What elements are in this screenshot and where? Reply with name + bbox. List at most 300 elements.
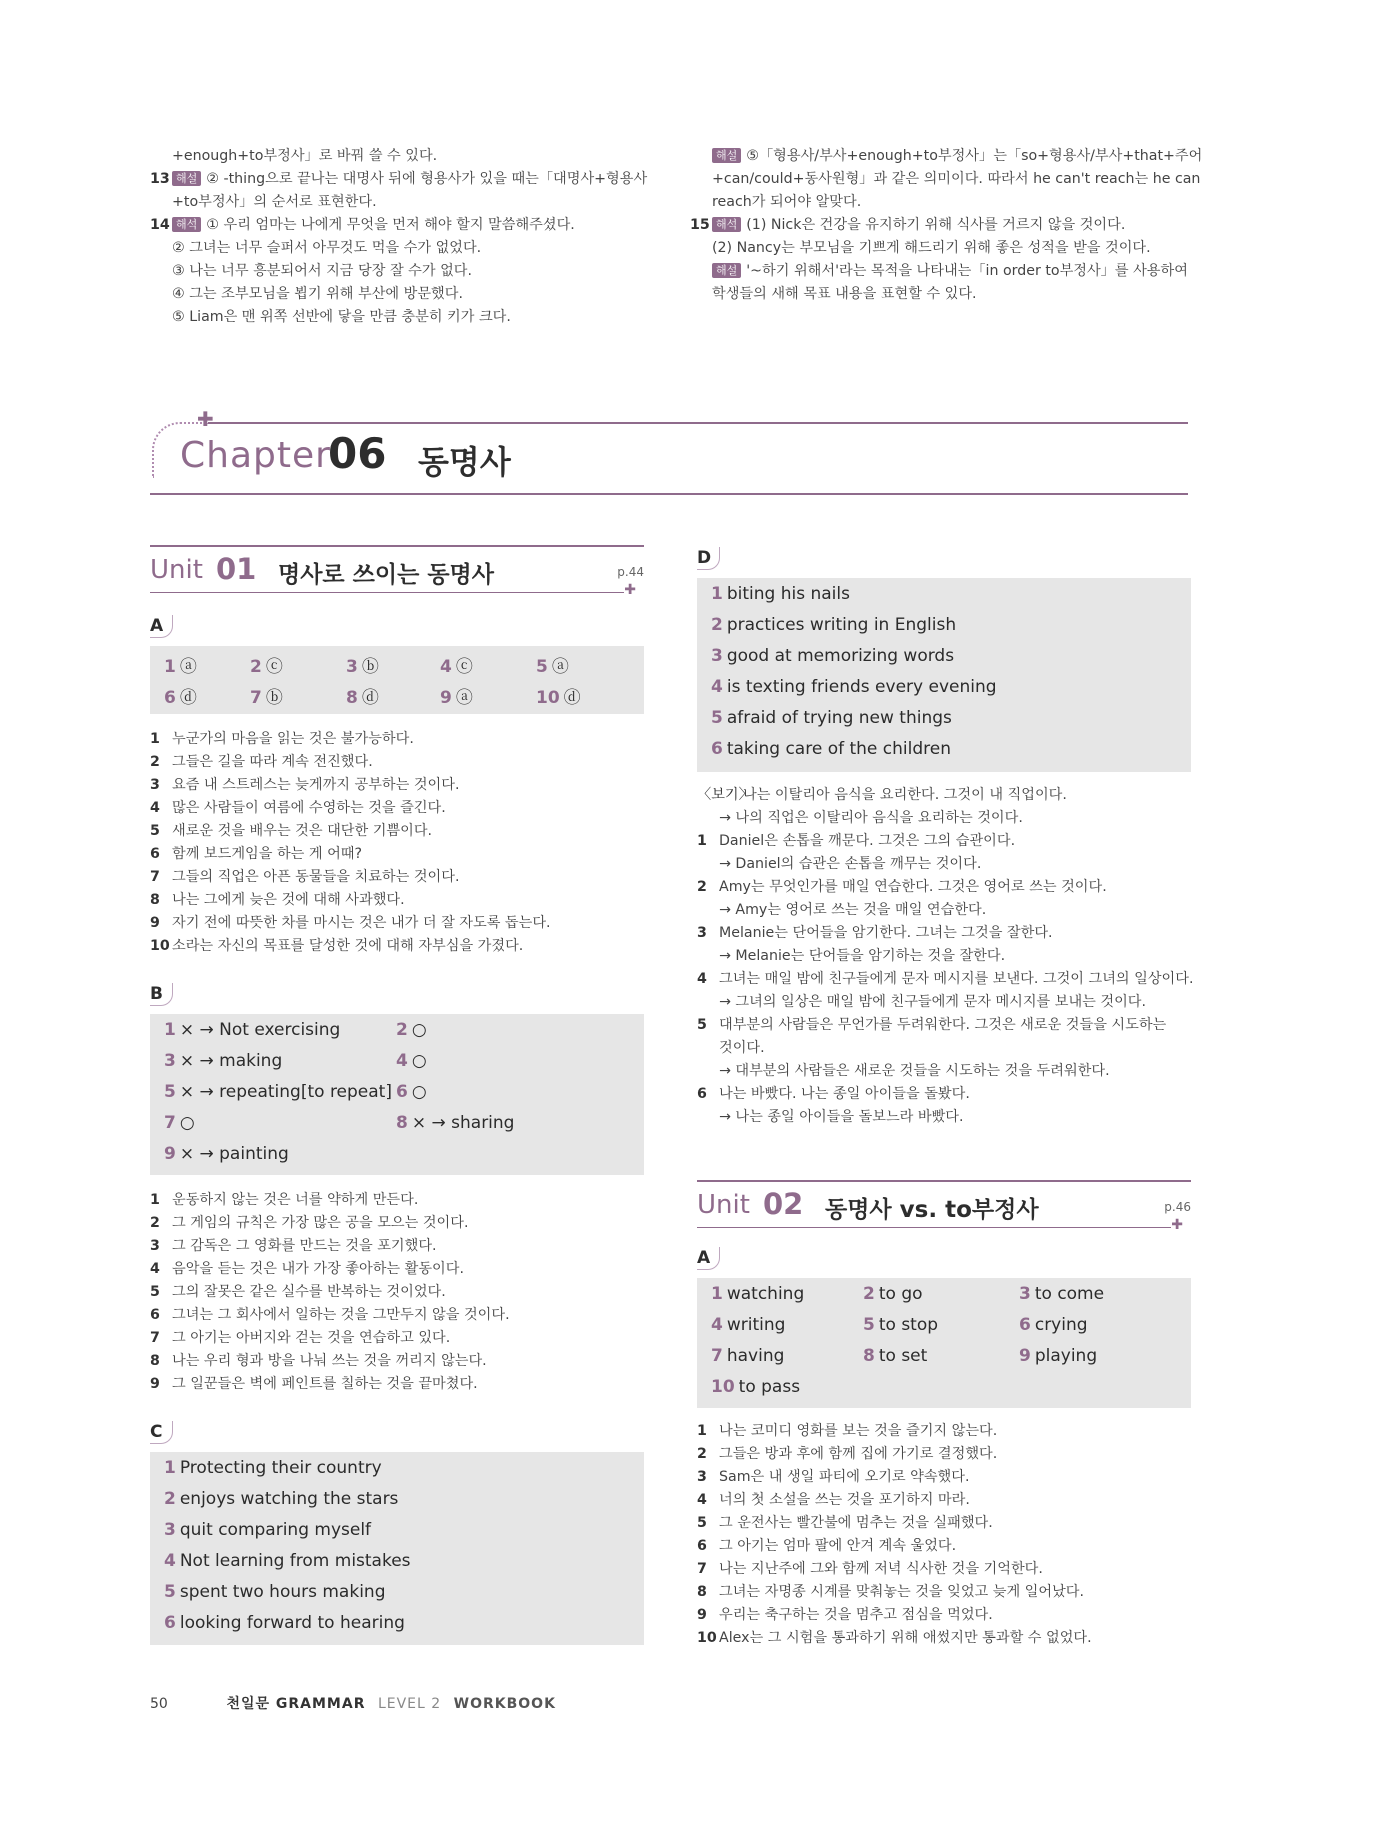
translation-line [697, 1443, 1191, 1466]
translation-line [697, 1106, 1191, 1129]
translation-line [150, 797, 644, 820]
sentence-number: 4 [150, 800, 160, 816]
translation-line [697, 922, 1191, 945]
sentence-number: 3 [150, 1238, 160, 1254]
answer-item [396, 1113, 514, 1133]
sentence-number: 6 [150, 1307, 160, 1323]
chapter-number: 06 [328, 429, 387, 478]
answer-value: ⓐ [179, 657, 197, 677]
answer-number: 3 [1019, 1284, 1031, 1304]
translation-line [150, 889, 644, 912]
translation-line [697, 830, 1191, 853]
answer-item [164, 1082, 392, 1102]
footer-level: LEVEL 2 [377, 1696, 442, 1712]
answer-number: 4 [711, 1315, 723, 1335]
explanation-line [690, 260, 1190, 283]
answer-value: spent two hours making [179, 1582, 386, 1602]
answer-value: × → sharing [411, 1113, 515, 1133]
translation-line [697, 1489, 1191, 1512]
chapter-heading [150, 407, 1188, 495]
explanation-text: ② 그녀는 너무 슬퍼서 아무것도 먹을 수가 없었다. [172, 240, 482, 256]
answer-value: is texting friends every evening [726, 677, 997, 697]
translation-line [697, 1014, 1191, 1037]
answer-number: 1 [164, 657, 176, 677]
answer-item [711, 1315, 785, 1335]
sentence-number: 6 [697, 1086, 707, 1102]
explanation-text: 학생들의 새해 목표 내용을 표현할 수 있다. [712, 286, 977, 302]
answer-item [863, 1315, 938, 1335]
translation-line [150, 866, 644, 889]
translation-line [150, 1350, 644, 1373]
answer-item [711, 739, 951, 759]
explanation-text: (2) Nancy는 부모님을 기쁘게 해드리기 위해 좋은 성적을 받을 것이다. [712, 240, 1151, 256]
translation-line [150, 935, 644, 958]
sentence-number: 3 [697, 925, 707, 941]
translation-text: 함께 보드게임을 하는 게 어때? [172, 846, 363, 862]
explanation-tag: 해석 [712, 217, 741, 232]
answer-item [396, 1020, 427, 1040]
question-number: 15 [690, 217, 710, 233]
translation-text: → Daniel의 습관은 손톱을 깨무는 것이다. [719, 856, 982, 872]
answer-number: 6 [164, 688, 176, 708]
translation-line [150, 820, 644, 843]
translation-line [697, 853, 1191, 876]
top-left-explanations [150, 145, 650, 329]
answer-number: 5 [164, 1582, 176, 1602]
translation-line [697, 1420, 1191, 1443]
explanation-line [150, 214, 650, 237]
translation-line [150, 1373, 644, 1396]
answer-item [164, 1520, 371, 1540]
answer-item [711, 708, 952, 728]
answer-value: × → painting [179, 1144, 289, 1164]
explanation-text: '~하기 위해서'라는 목적을 나타내는「in order to부정사」를 사용하여 [746, 263, 1188, 279]
explanation-line [690, 214, 1190, 237]
unit-title: 동명사 vs. to부정사 [825, 1197, 1039, 1223]
answer-value: ○ [411, 1082, 427, 1102]
answer-item [396, 1051, 427, 1071]
answer-item [164, 1489, 398, 1509]
explanation-line [690, 191, 1190, 214]
sentence-number: 8 [697, 1584, 707, 1600]
answer-value: Not learning from mistakes [179, 1551, 411, 1571]
translation-line [150, 1304, 644, 1327]
translation-line [150, 1212, 644, 1235]
answer-item [711, 646, 954, 666]
translation-text: 소라는 자신의 목표를 달성한 것에 대해 자부심을 가졌다. [172, 938, 524, 954]
translation-line [150, 751, 644, 774]
explanation-text: ④ 그는 조부모님을 뵙기 위해 부산에 방문했다. [172, 286, 463, 302]
answer-number: 2 [396, 1020, 408, 1040]
answer-number: 5 [863, 1315, 875, 1335]
sentence-number: 2 [697, 1446, 707, 1462]
answer-value: ⓒ [265, 657, 283, 677]
section-c-label: C [150, 1421, 173, 1444]
translation-text: → 그녀의 일상은 매일 밤에 친구들에게 문자 메시지를 보내는 것이다. [719, 994, 1147, 1010]
unit-number: 02 [763, 1187, 804, 1221]
answer-number: 2 [164, 1489, 176, 1509]
answer-number: 3 [711, 646, 723, 666]
translation-line [697, 1535, 1191, 1558]
section-a-label: A [150, 615, 173, 638]
translation-line [150, 774, 644, 797]
translation-text: 나는 그에게 늦은 것에 대해 사과했다. [172, 892, 405, 908]
translation-text: 나는 지난주에 그와 함께 저녁 식사한 것을 기억한다. [719, 1561, 1043, 1577]
answer-number: 8 [346, 688, 358, 708]
translation-line [697, 945, 1191, 968]
unit-page-ref: p.44 [617, 565, 644, 579]
translation-line [697, 1604, 1191, 1627]
sentence-number: 5 [150, 823, 160, 839]
answer-number: 9 [440, 688, 452, 708]
answer-item [164, 652, 197, 677]
translation-text: 많은 사람들이 여름에 수영하는 것을 즐긴다. [172, 800, 446, 816]
unit-number: 01 [216, 552, 257, 586]
answer-value: enjoys watching the stars [179, 1489, 399, 1509]
answer-number: 6 [164, 1613, 176, 1633]
explanation-line [690, 168, 1201, 191]
sentence-number: 8 [150, 1353, 160, 1369]
translation-line [150, 728, 644, 751]
unit2-section-a-sentences [697, 1420, 1191, 1650]
translation-line [697, 991, 1191, 1014]
sentence-number: 3 [150, 777, 160, 793]
sentence-number: 10 [150, 938, 170, 954]
answer-number: 6 [396, 1082, 408, 1102]
translation-line [697, 784, 1191, 807]
answer-value: ⓓ [179, 688, 197, 708]
answer-value: watching [726, 1284, 805, 1304]
answer-value: biting his nails [726, 584, 850, 604]
sentence-number: 5 [697, 1017, 707, 1033]
answer-number: 5 [536, 657, 548, 677]
unit-bottom-rule [150, 592, 624, 593]
translation-text: 그 아기는 엄마 팔에 안겨 계속 울었다. [719, 1538, 957, 1554]
answer-number: 4 [164, 1551, 176, 1571]
explanation-line [690, 145, 1203, 168]
translation-text: 그 아기는 아버지와 걷는 것을 연습하고 있다. [172, 1330, 451, 1346]
translation-line [697, 1627, 1191, 1650]
explanation-text: reach가 되어야 알맞다. [712, 194, 862, 210]
translation-text: 음악을 듣는 것은 내가 가장 좋아하는 활동이다. [172, 1261, 464, 1277]
translation-text: 나는 우리 형과 방을 나눠 쓰는 것을 꺼리지 않는다. [172, 1353, 487, 1369]
sentence-number: 〈보기〉 [697, 787, 753, 803]
sentence-number: 1 [697, 833, 707, 849]
answer-value: × → making [179, 1051, 283, 1071]
answer-item [164, 1582, 385, 1602]
answer-number: 1 [164, 1458, 176, 1478]
sentence-number: 2 [150, 1215, 160, 1231]
answer-item [711, 1346, 784, 1366]
answer-number: 3 [346, 657, 358, 677]
answer-value: Protecting their country [179, 1458, 382, 1478]
answer-value: quit comparing myself [179, 1520, 372, 1540]
translation-line [697, 1558, 1191, 1581]
sentence-number: 7 [697, 1561, 707, 1577]
answer-value: practices writing in English [726, 615, 957, 635]
answer-item [396, 1082, 427, 1102]
answer-item [711, 1377, 800, 1397]
answer-item [536, 652, 569, 677]
answer-number: 3 [164, 1051, 176, 1071]
answer-item [863, 1346, 927, 1366]
translation-text: Amy는 무엇인가를 매일 연습한다. 그것은 영어로 쓰는 것이다. [719, 879, 1107, 895]
answer-item [250, 683, 283, 708]
translation-line [697, 1466, 1191, 1489]
answer-value: to pass [738, 1377, 801, 1397]
translation-text: 자기 전에 따뜻한 차를 마시는 것은 내가 더 잘 자도록 돕는다. [172, 915, 551, 931]
explanation-tag: 해설 [712, 148, 741, 163]
answer-value: afraid of trying new things [726, 708, 952, 728]
answer-value: ○ [179, 1113, 195, 1133]
answer-value: ⓐ [551, 657, 569, 677]
answer-value: to stop [878, 1315, 939, 1335]
answer-value: ⓒ [455, 657, 473, 677]
translation-line [697, 1581, 1191, 1604]
sentence-number: 1 [150, 731, 160, 747]
answer-value: crying [1034, 1315, 1088, 1335]
explanation-line [150, 191, 650, 214]
translation-text: → 나의 직업은 이탈리아 음식을 요리하는 것이다. [719, 810, 1023, 826]
translation-text: 것이다. [719, 1040, 765, 1056]
answer-item [440, 652, 473, 677]
answer-number: 4 [396, 1051, 408, 1071]
translation-text: 그녀는 매일 밤에 친구들에게 문자 메시지를 보낸다. 그것이 그녀의 일상이다. [719, 971, 1194, 987]
translation-text: 대부분의 사람들은 무언가를 두려워한다. 그것은 새로운 것들을 시도하는 [719, 1017, 1167, 1033]
answer-number: 5 [711, 708, 723, 728]
sentence-number: 2 [150, 754, 160, 770]
footer-book: WORKBOOK [453, 1696, 556, 1712]
translation-text: 요즘 내 스트레스는 늦게까지 공부하는 것이다. [172, 777, 460, 793]
answer-value: looking forward to hearing [179, 1613, 405, 1633]
unit2-section-a-answer-box [697, 1278, 1191, 1408]
translation-line [697, 1083, 1191, 1106]
section-d-sentences [697, 784, 1194, 1129]
answer-number: 7 [250, 688, 262, 708]
question-number: 13 [150, 171, 170, 187]
translation-line [697, 876, 1191, 899]
unit-page-ref: p.46 [1164, 1200, 1191, 1214]
explanation-line [150, 168, 650, 191]
sentence-number: 2 [697, 879, 707, 895]
answer-number: 5 [164, 1082, 176, 1102]
answer-item [1019, 1346, 1097, 1366]
unit-word: Unit [150, 555, 203, 585]
explanation-tag: 해석 [172, 217, 201, 232]
answer-item [711, 584, 850, 604]
answer-value: ⓓ [361, 688, 379, 708]
explanation-line [150, 283, 650, 306]
answer-item [440, 683, 473, 708]
answer-number: 8 [863, 1346, 875, 1366]
answer-number: 2 [863, 1284, 875, 1304]
translation-text: 그들은 길을 따라 계속 전진했다. [172, 754, 373, 770]
answer-number: 1 [164, 1020, 176, 1040]
explanation-line [690, 237, 1190, 260]
answer-item [164, 1051, 282, 1071]
translation-line [697, 807, 1191, 830]
translation-text: → 나는 종일 아이들을 돌보느라 바빴다. [719, 1109, 964, 1125]
answer-item [164, 1113, 195, 1133]
answer-number: 9 [1019, 1346, 1031, 1366]
sentence-number: 6 [697, 1538, 707, 1554]
translation-text: 그의 잘못은 같은 실수를 반복하는 것이었다. [172, 1284, 446, 1300]
explanation-line [150, 306, 650, 329]
translation-text: 나는 코미디 영화를 보는 것을 즐기지 않는다. [719, 1423, 998, 1439]
sentence-number: 5 [150, 1284, 160, 1300]
answer-value: to go [878, 1284, 923, 1304]
translation-text: → Melanie는 단어들을 암기하는 것을 잘한다. [719, 948, 1006, 964]
answer-value: taking care of the children [726, 739, 952, 759]
answer-number: 1 [711, 1284, 723, 1304]
explanation-text: ⑤ Liam은 맨 위쪽 선반에 닿을 만큼 충분히 키가 크다. [172, 309, 511, 325]
answer-number: 7 [164, 1113, 176, 1133]
translation-line [697, 1037, 1191, 1060]
answer-number: 10 [711, 1377, 735, 1397]
sentence-number: 9 [150, 915, 160, 931]
answer-value: ○ [411, 1051, 427, 1071]
section-d-answer-box [697, 578, 1191, 772]
answer-item [164, 1144, 289, 1164]
unit-02-heading [697, 1180, 1191, 1233]
answer-item [164, 1020, 340, 1040]
explanation-line [690, 283, 1190, 306]
answer-item [711, 677, 997, 697]
translation-text: 그녀는 그 회사에서 일하는 것을 그만두지 않을 것이다. [172, 1307, 510, 1323]
answer-item [164, 1551, 411, 1571]
answer-item [863, 1284, 923, 1304]
translation-text: Sam은 내 생일 파티에 오기로 약속했다. [719, 1469, 970, 1485]
plus-icon: ✚ [624, 582, 636, 598]
explanation-text: ③ 나는 너무 흥분되어서 지금 당장 잘 수가 없다. [172, 263, 473, 279]
answer-value: × → repeating[to repeat] [179, 1082, 392, 1102]
chapter-title: 동명사 [418, 443, 511, 481]
unit-title: 명사로 쓰이는 동명사 [278, 562, 494, 588]
answer-item [1019, 1315, 1088, 1335]
translation-text: 나는 바빴다. 나는 종일 아이들을 돌봤다. [719, 1086, 970, 1102]
footer-brand: 천일문 GRAMMAR [226, 1696, 366, 1712]
translation-text: 너의 첫 소설을 쓰는 것을 포기하지 마라. [719, 1492, 970, 1508]
sentence-number: 8 [150, 892, 160, 908]
answer-item [164, 1458, 382, 1478]
question-number: 14 [150, 217, 170, 233]
answer-item [164, 1613, 405, 1633]
answer-number: 2 [250, 657, 262, 677]
footer [150, 1693, 556, 1713]
explanation-line [150, 237, 650, 260]
translation-text: 그녀는 자명종 시계를 맞춰놓는 것을 잊었고 늦게 일어났다. [719, 1584, 1085, 1600]
answer-value: having [726, 1346, 785, 1366]
answer-value: playing [1034, 1346, 1098, 1366]
translation-text: 그 일꾼들은 벽에 페인트를 칠하는 것을 끝마쳤다. [172, 1376, 478, 1392]
sentence-number: 10 [697, 1630, 717, 1646]
translation-text: 그 운전사는 빨간불에 멈추는 것을 실패했다. [719, 1515, 993, 1531]
translation-line [150, 1327, 644, 1350]
section-c-answer-box [150, 1452, 644, 1645]
page-number: 50 [150, 1696, 168, 1712]
translation-line [150, 1235, 644, 1258]
answer-value: writing [726, 1315, 786, 1335]
answer-item [346, 683, 379, 708]
translation-line [150, 912, 644, 935]
chapter-top-rule [208, 422, 1188, 424]
translation-text: → Amy는 영어로 쓰는 것을 매일 연습한다. [719, 902, 987, 918]
translation-line [697, 1060, 1191, 1083]
answer-number: 6 [711, 739, 723, 759]
answer-item [250, 652, 283, 677]
answer-value: to come [1034, 1284, 1105, 1304]
chapter-bottom-rule [150, 493, 1188, 495]
answer-item [1019, 1284, 1104, 1304]
translation-text: 새로운 것을 배우는 것은 대단한 기쁨이다. [172, 823, 433, 839]
explanation-line [150, 145, 650, 168]
translation-line [150, 843, 644, 866]
unit-top-rule [697, 1180, 1191, 1182]
sentence-number: 6 [150, 846, 160, 862]
explanation-text: (1) Nick은 건강을 유지하기 위해 식사를 거르지 않을 것이다. [746, 217, 1126, 233]
answer-item [346, 652, 379, 677]
translation-text: 우리는 축구하는 것을 멈추고 점심을 먹었다. [719, 1607, 993, 1623]
sentence-number: 1 [697, 1423, 707, 1439]
answer-number: 8 [396, 1113, 408, 1133]
answer-item [711, 615, 956, 635]
sentence-number: 9 [150, 1376, 160, 1392]
answer-number: 2 [711, 615, 723, 635]
translation-text: 운동하지 않는 것은 너를 약하게 만든다. [172, 1192, 419, 1208]
translation-text: 나는 이탈리아 음식을 요리한다. 그것이 내 직업이다. [743, 787, 1067, 803]
answer-value: ⓑ [361, 657, 379, 677]
explanation-tag: 해설 [712, 263, 741, 278]
sentence-number: 5 [697, 1515, 707, 1531]
answer-number: 4 [440, 657, 452, 677]
explanation-text: ① 우리 엄마는 나에게 무엇을 먼저 해야 할지 말씀해주셨다. [206, 217, 575, 233]
sentence-number: 4 [150, 1261, 160, 1277]
translation-line [150, 1281, 644, 1304]
sentence-number: 7 [150, 869, 160, 885]
translation-text: → 대부분의 사람들은 새로운 것들을 시도하는 것을 두려워한다. [719, 1063, 1110, 1079]
answer-number: 6 [1019, 1315, 1031, 1335]
explanation-text: +to부정사」의 순서로 표현한다. [172, 194, 377, 210]
sentence-number: 7 [150, 1330, 160, 1346]
explanation-text: +enough+to부정사」로 바꿔 쓸 수 있다. [172, 148, 438, 164]
section-d-label: D [697, 547, 720, 570]
answer-item [164, 683, 197, 708]
sentence-number: 4 [697, 971, 707, 987]
plus-icon: ✚ [1171, 1217, 1183, 1233]
sentence-number: 1 [150, 1192, 160, 1208]
answer-value: × → Not exercising [179, 1020, 341, 1040]
explanation-text: ② -thing으로 끝나는 대명사 뒤에 형용사가 있을 때는「대명사+형용사 [206, 171, 648, 187]
explanation-text: ⑤「형용사/부사+enough+to부정사」는「so+형용사/부사+that+주어 [746, 148, 1203, 164]
answer-number: 10 [536, 688, 560, 708]
answer-value: ⓑ [265, 688, 283, 708]
translation-text: 누군가의 마음을 읽는 것은 불가능하다. [172, 731, 414, 747]
unit-01-heading [150, 545, 644, 598]
answer-number: 3 [164, 1520, 176, 1540]
answer-value: ⓐ [455, 688, 473, 708]
translation-text: 그들의 직업은 아픈 동물들을 치료하는 것이다. [172, 869, 460, 885]
translation-line [150, 1258, 644, 1281]
translation-line [697, 899, 1191, 922]
answer-item [536, 683, 581, 708]
sentence-number: 9 [697, 1607, 707, 1623]
translation-line [150, 1189, 644, 1212]
translation-text: 그 감독은 그 영화를 만드는 것을 포기했다. [172, 1238, 437, 1254]
plus-icon: ✚ [197, 407, 214, 431]
answer-value: to set [878, 1346, 928, 1366]
unit-bottom-rule [697, 1227, 1171, 1228]
answer-number: 9 [164, 1144, 176, 1164]
